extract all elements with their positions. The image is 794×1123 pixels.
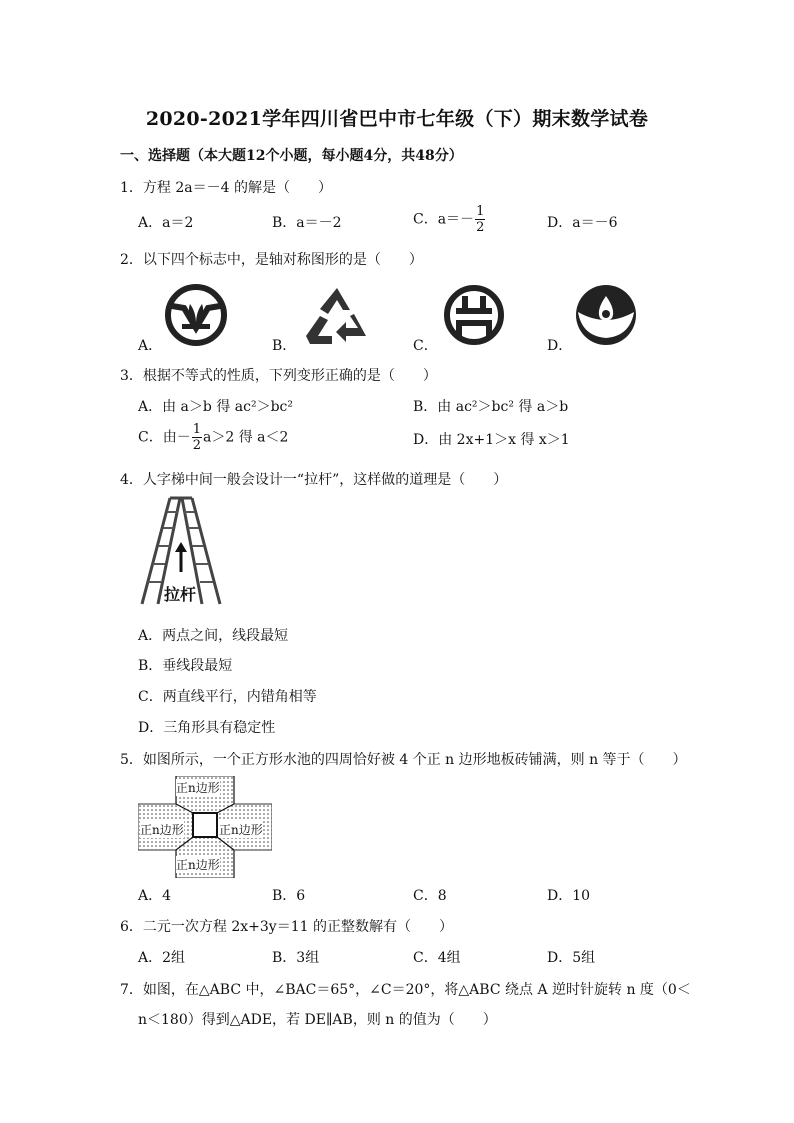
question-6-stem: 6．二元一次方程 2x+3y＝11 的正整数解有（ ） [120,919,453,935]
question-7-line-2: n＜180）得到△ADE，若 DE∥AB，则 n 的值为（ ） [138,1012,497,1028]
ladder-label: 拉杆 [164,585,197,604]
q3-option-c-suffix: a＞2 得 a＜2 [203,429,289,446]
q4-option-b: B．垂线段最短 [138,658,233,674]
question-4-stem: 4．人字梯中间一般会设计一“拉杆”，这样做的道理是（ ） [120,472,508,488]
q4-option-c: C．两直线平行，内错角相等 [138,689,317,705]
q6-option-d: D．5组 [547,950,596,966]
logo-a-icon [164,284,228,346]
question-3-stem: 3．根据不等式的性质，下列变形正确的是（ ） [120,368,437,384]
q4-option-a: A．两点之间，线段最短 [138,628,289,644]
q2-option-d: D． [547,338,573,354]
fraction-denominator: 2 [476,220,485,235]
q2-option-c: C． [413,338,438,354]
fraction-numerator: 1 [192,422,201,437]
q5-option-a: A．4 [138,888,172,904]
q4-option-d: D．三角形具有稳定性 [138,720,276,736]
q6-option-b: B．3组 [272,950,320,966]
q3-option-a: A．由 a＞b 得 ac²＞bc² [138,399,293,415]
q1-option-a: A．a＝2 [138,215,194,231]
section-heading: 一、选择题（本大题12个小题，每小题4分，共48分） [120,148,463,164]
question-5-stem: 5．如图所示，一个正方形水池的四周恰好被 4 个正 n 边形地板砖铺满，则 n 等于（ ） [120,752,687,768]
pool-label-left: 正n边形 [140,823,184,837]
recycle-logo-icon [302,284,372,346]
page-title: 2020-2021学年四川省巴中市七年级（下）期末数学试卷 [145,108,649,130]
pool-label-right: 正n边形 [219,823,263,837]
logo-c-icon [442,284,506,346]
q6-option-a: A．2组 [138,950,186,966]
q5-option-b: B．6 [272,888,306,904]
q1-option-b: B．a＝－2 [272,215,342,231]
q1-option-c-prefix: C．a＝－ [413,211,475,228]
fraction-numerator: 1 [476,204,485,219]
q3-option-c-prefix: C．由－ [138,429,191,446]
question-7-line-1: 7．如图，在△ABC 中，∠BAC＝65°，∠C＝20°，将△ABC 绕点 A 逆时针旋转 n 度（0＜ [120,982,691,998]
question-1-stem: 1．方程 2a＝－4 的解是（ ） [120,180,332,196]
q3-option-b: B．由 ac²＞bc² 得 a＞b [413,399,569,415]
q2-option-b: B． [272,338,297,354]
q1-option-c [413,204,486,235]
q3-option-d: D．由 2x+1＞x 得 x＞1 [413,432,570,448]
q5-option-d: D．10 [547,888,591,904]
fraction [192,422,202,453]
q1-option-d: D．a＝－6 [547,215,618,231]
fraction [475,204,485,235]
question-2-stem: 2．以下四个标志中，是轴对称图形的是（ ） [120,252,423,268]
q5-option-c: C．8 [413,888,447,904]
q6-option-c: C．4组 [413,950,461,966]
pool-label-bottom: 正n边形 [176,858,220,872]
q2-option-a: A． [138,338,163,354]
pool-label-top: 正n边形 [176,781,220,795]
logo-d-icon [574,284,638,346]
fraction-denominator: 2 [192,438,201,453]
q3-option-c [138,422,288,453]
